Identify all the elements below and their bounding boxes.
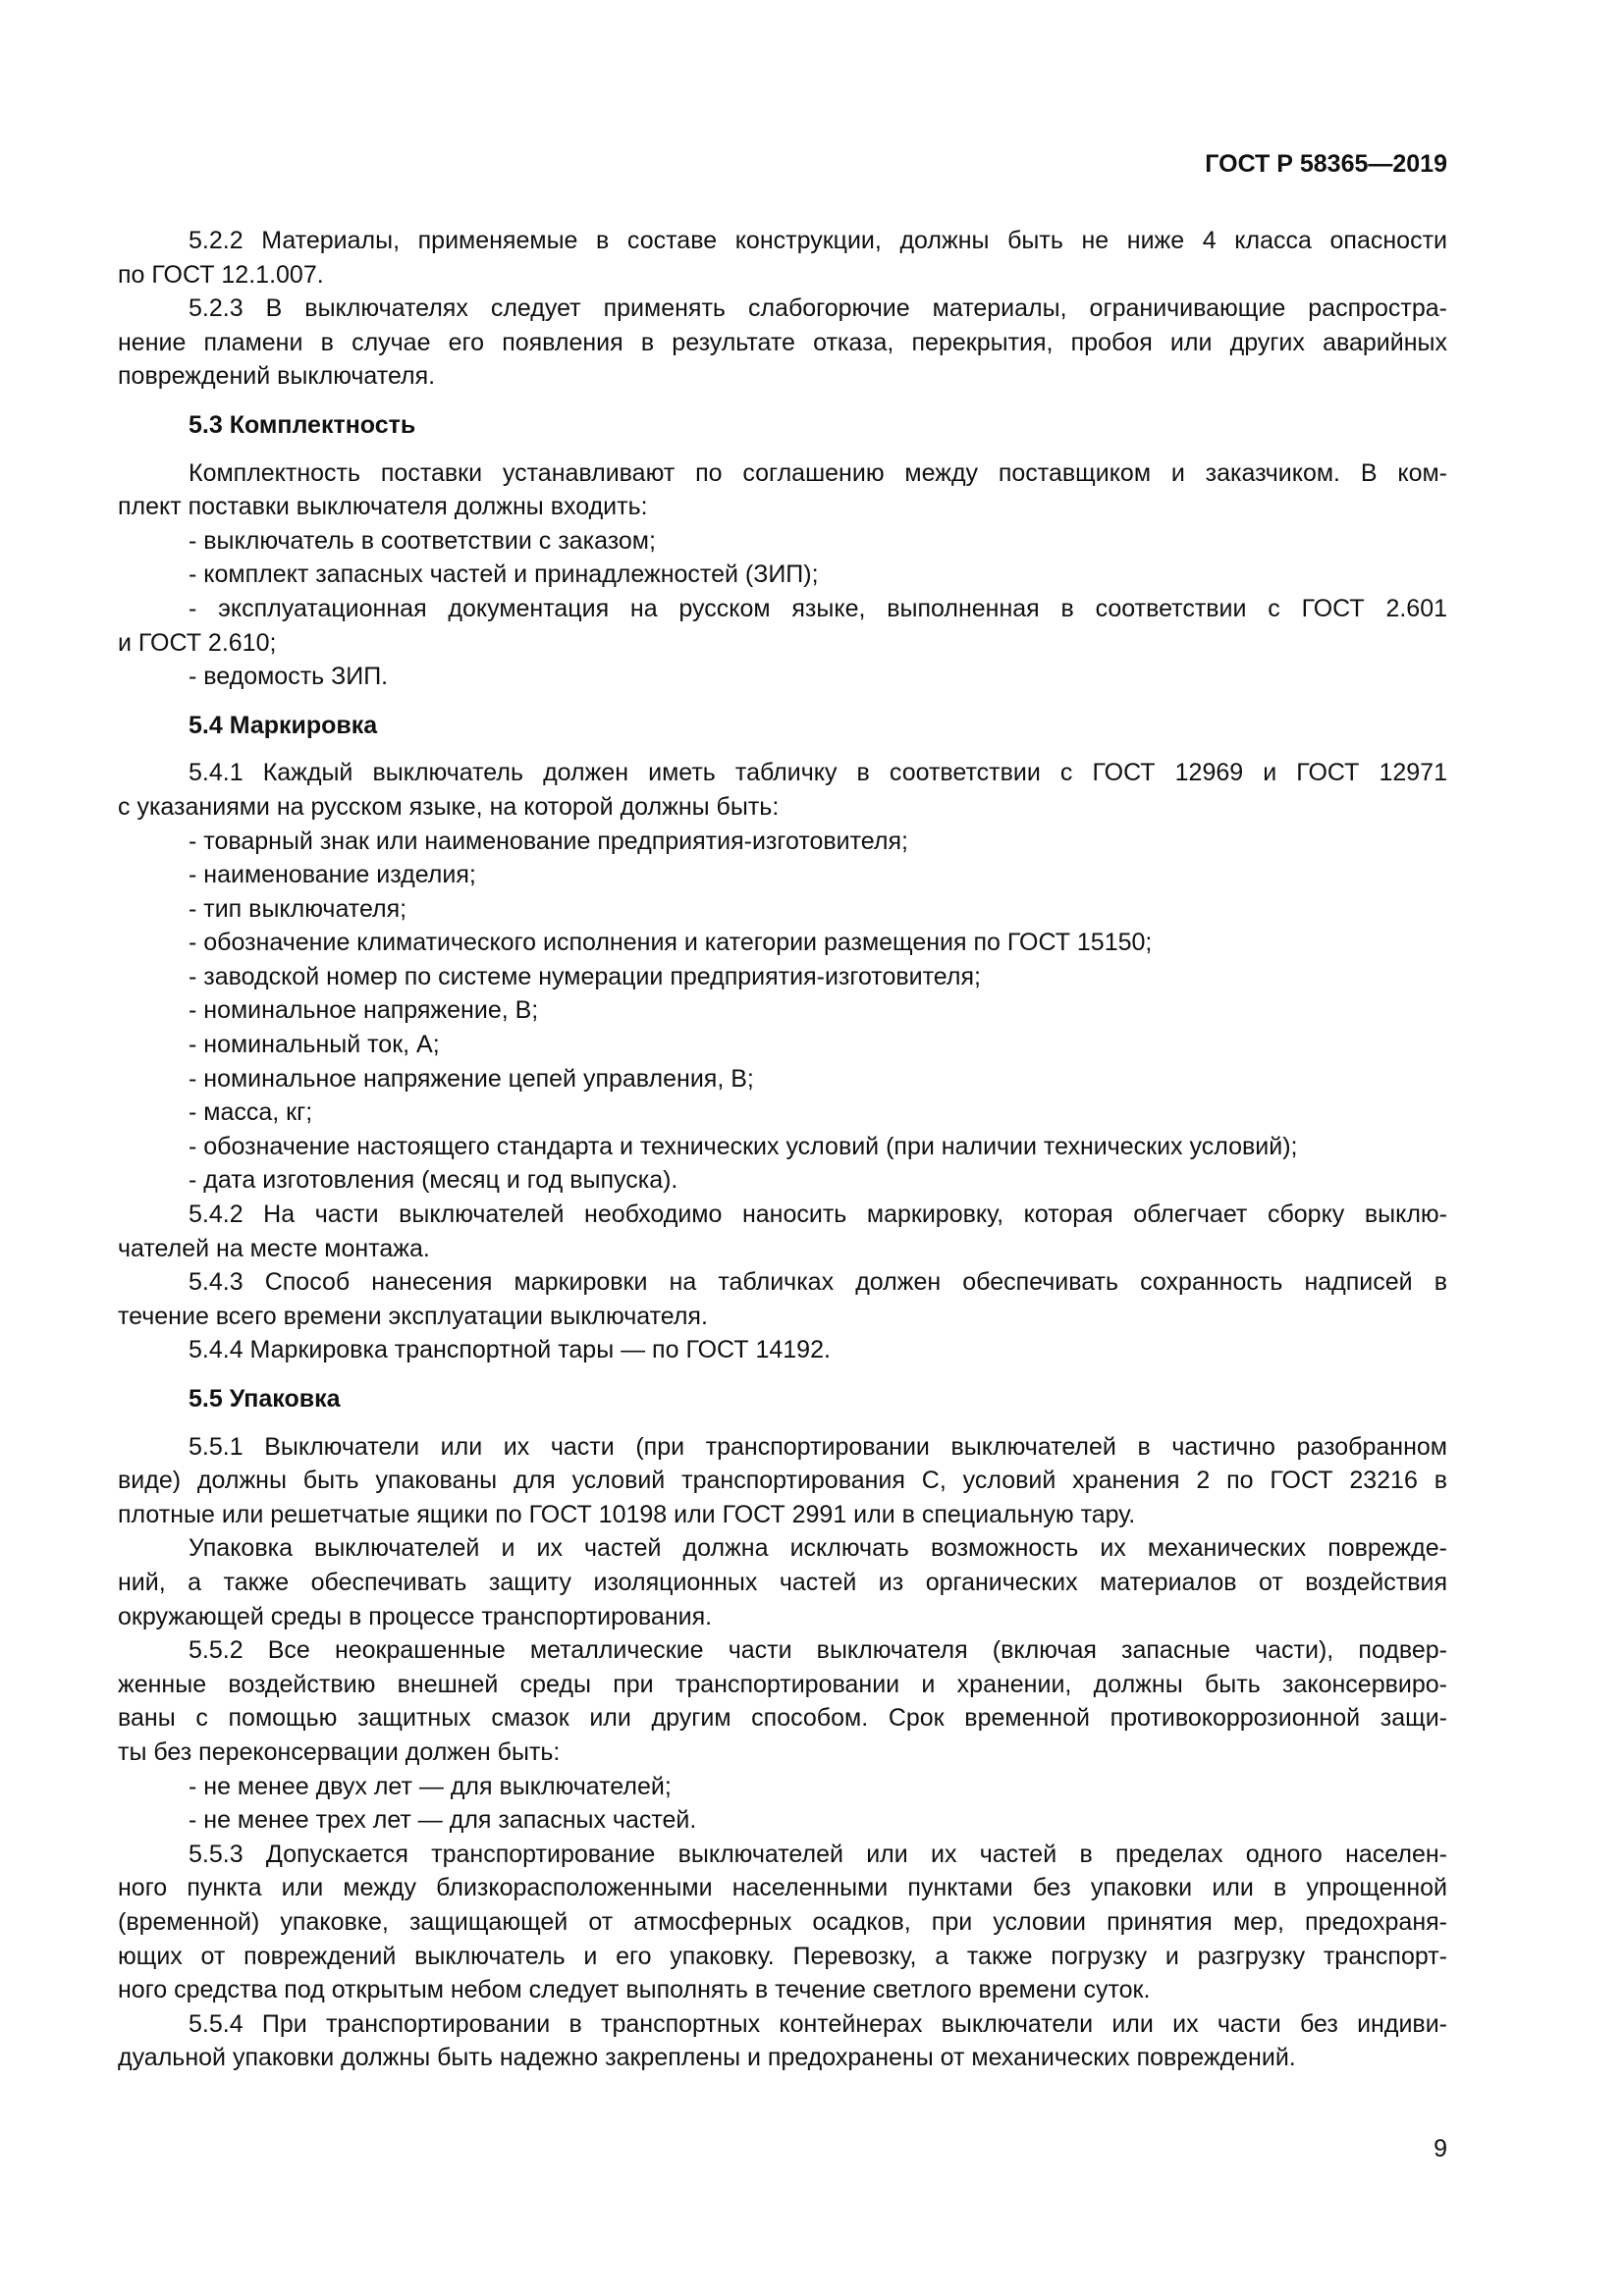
document-code-header: ГОСТ Р 58365—2019 xyxy=(1205,150,1447,178)
paragraph-5-4-3-line-1: 5.4.3 Способ нанесения маркировки на табличках должен обеспечивать сохранность надписей в xyxy=(189,1268,1447,1297)
paragraph-5-2-2-line-2: по ГОСТ 12.1.007. xyxy=(118,260,324,289)
list-item-5-5-2-1: - не менее двух лет — для выключателей; xyxy=(189,1772,672,1800)
paragraph-5-5-2-line-1: 5.5.2 Все неокрашенные металлические части выключателя (включая запасные части), подвер- xyxy=(189,1636,1447,1665)
paragraph-5-4-1-line-2: с указаниями на русском языке, на которой должны быть: xyxy=(118,792,780,821)
paragraph-5-5-4-line-2: дуальной упаковки должны быть надежно закреплены и предохранены от механических повреждений. xyxy=(118,2044,1296,2072)
list-item-5-3-4: - ведомость ЗИП. xyxy=(189,663,389,691)
paragraph-5-3-line-2: плект поставки выключателя должны входить: xyxy=(118,493,648,521)
paragraph-5-5-1-line-3: плотные или решетчатые ящики по ГОСТ 10198 или ГОСТ 2991 или в специальную тару. xyxy=(118,1500,1136,1528)
section-heading-5-3: 5.3 Комплектность xyxy=(189,410,416,439)
paragraph-5-5-packing-line-3: окружающей среды в процессе транспортирования. xyxy=(118,1602,713,1630)
paragraph-5-4-3-line-2: течение всего времени эксплуатации выключателя. xyxy=(118,1302,708,1330)
paragraph-5-5-1-line-2: виде) должны быть упакованы для условий транспортирования С, условий хранения 2 по ГОСТ 23216 в xyxy=(118,1467,1447,1495)
paragraph-5-2-2-line-1: 5.2.2 Материалы, применяемые в составе конструкции, должны быть не ниже 4 класса опасности xyxy=(189,227,1447,254)
list-item: - обозначение климатического исполнения и категории размещения по ГОСТ 15150; xyxy=(189,929,1153,957)
paragraph-5-4-2-line-2: чателей на месте монтажа. xyxy=(118,1234,430,1262)
paragraph-5-5-4-line-1: 5.5.4 При транспортировании в транспортных контейнерах выключатели или их части без индиви- xyxy=(189,2009,1447,2038)
list-item: - масса, кг; xyxy=(189,1098,313,1127)
list-item: - номинальное напряжение цепей управления, В; xyxy=(189,1064,754,1093)
page-number: 9 xyxy=(1434,2135,1447,2163)
list-item-5-3-3-line-1: - эксплуатационная документация на русском языке, выполненная в соответствии с ГОСТ 2.601 xyxy=(189,594,1447,622)
paragraph-5-2-3-line-2: нение пламени в случае его появления в результате отказа, перекрытия, пробоя или других аварийных xyxy=(118,328,1447,356)
paragraph-5-5-3-line-2: ного пункта или между близкорасположенными населенными пунктами без упаковки или в упрощенной xyxy=(118,1874,1447,1902)
paragraph-5-2-3-line-3: повреждений выключателя. xyxy=(118,362,436,391)
paragraph-5-5-2-line-4: ты без переконсервации должен быть: xyxy=(118,1737,561,1766)
section-heading-5-5: 5.5 Упаковка xyxy=(189,1385,341,1413)
paragraph-5-4-4: 5.4.4 Маркировка транспортной тары — по ГОСТ 14192. xyxy=(189,1336,831,1364)
section-heading-5-4: 5.4 Маркировка xyxy=(189,711,378,739)
list-item: - наименование изделия; xyxy=(189,861,476,889)
paragraph-5-4-2-line-1: 5.4.2 На части выключателей необходимо наносить маркировку, которая облегчает сборку выклю- xyxy=(189,1201,1447,1229)
list-item-5-5-2-2: - не менее трех лет — для запасных частей. xyxy=(189,1806,697,1835)
list-item: - номинальное напряжение, В; xyxy=(189,996,539,1025)
list-item: - товарный знак или наименование предприятия-изготовителя; xyxy=(189,827,908,855)
paragraph-5-5-packing-line-1: Упаковка выключателей и их частей должна исключать возможность их механических поврежде- xyxy=(189,1534,1447,1563)
paragraph-5-3-line-1: Комплектность поставки устанавливают по соглашению между поставщиком и заказчиком. В ком- xyxy=(189,458,1447,487)
paragraph-5-5-3-line-4: ющих от повреждений выключатель и его упаковку. Перевозку, а также погрузку и разгрузку транспорт- xyxy=(118,1942,1447,1970)
list-item: - обозначение настоящего стандарта и технических условий (при наличии технических условий); xyxy=(189,1132,1298,1160)
paragraph-5-5-2-line-3: ваны с помощью защитных смазок или другим способом. Срок временной противокоррозионной защи- xyxy=(118,1704,1447,1733)
paragraph-5-2-3-line-1: 5.2.3 В выключателях следует применять слабогорючие материалы, ограничивающие распростра- xyxy=(189,294,1447,323)
paragraph-5-5-3-line-3: (временной) упаковке, защищающей от атмосферных осадков, при условии принятия мер, предохраня- xyxy=(118,1907,1447,1936)
list-item: - тип выключателя; xyxy=(189,894,407,923)
paragraph-5-5-3-line-1: 5.5.3 Допускается транспортирование выключателей или их частей в пределах одного населен- xyxy=(189,1840,1447,1868)
list-item: - номинальный ток, А; xyxy=(189,1031,440,1059)
list-item-5-3-2: - комплект запасных частей и принадлежностей (ЗИП); xyxy=(189,561,819,589)
list-item: - дата изготовления (месяц и год выпуска). xyxy=(189,1166,678,1195)
list-item-5-3-3-line-2: и ГОСТ 2.610; xyxy=(118,628,277,657)
list-item: - заводской номер по системе нумерации предприятия-изготовителя; xyxy=(189,962,981,990)
paragraph-5-5-3-line-5: ного средства под открытым небом следует выполнять в течение светлого времени суток. xyxy=(118,1976,1151,2004)
paragraph-5-5-2-line-2: женные воздействию внешней среды при транспортировании и хранении, должны быть законсервиро- xyxy=(118,1670,1447,1698)
document-body xyxy=(118,224,1447,2075)
paragraph-5-5-1-line-1: 5.5.1 Выключатели или их части (при транспортировании выключателей в частично разобранном xyxy=(189,1432,1447,1461)
paragraph-5-5-packing-line-2: ний, а также обеспечивать защиту изоляционных частей из органических материалов от воздействия xyxy=(118,1568,1447,1596)
list-item-5-3-1: - выключатель в соответствии с заказом; xyxy=(189,526,656,555)
paragraph-5-4-1-line-1: 5.4.1 Каждый выключатель должен иметь табличку в соответствии с ГОСТ 12969 и ГОСТ 12971 xyxy=(189,759,1447,787)
